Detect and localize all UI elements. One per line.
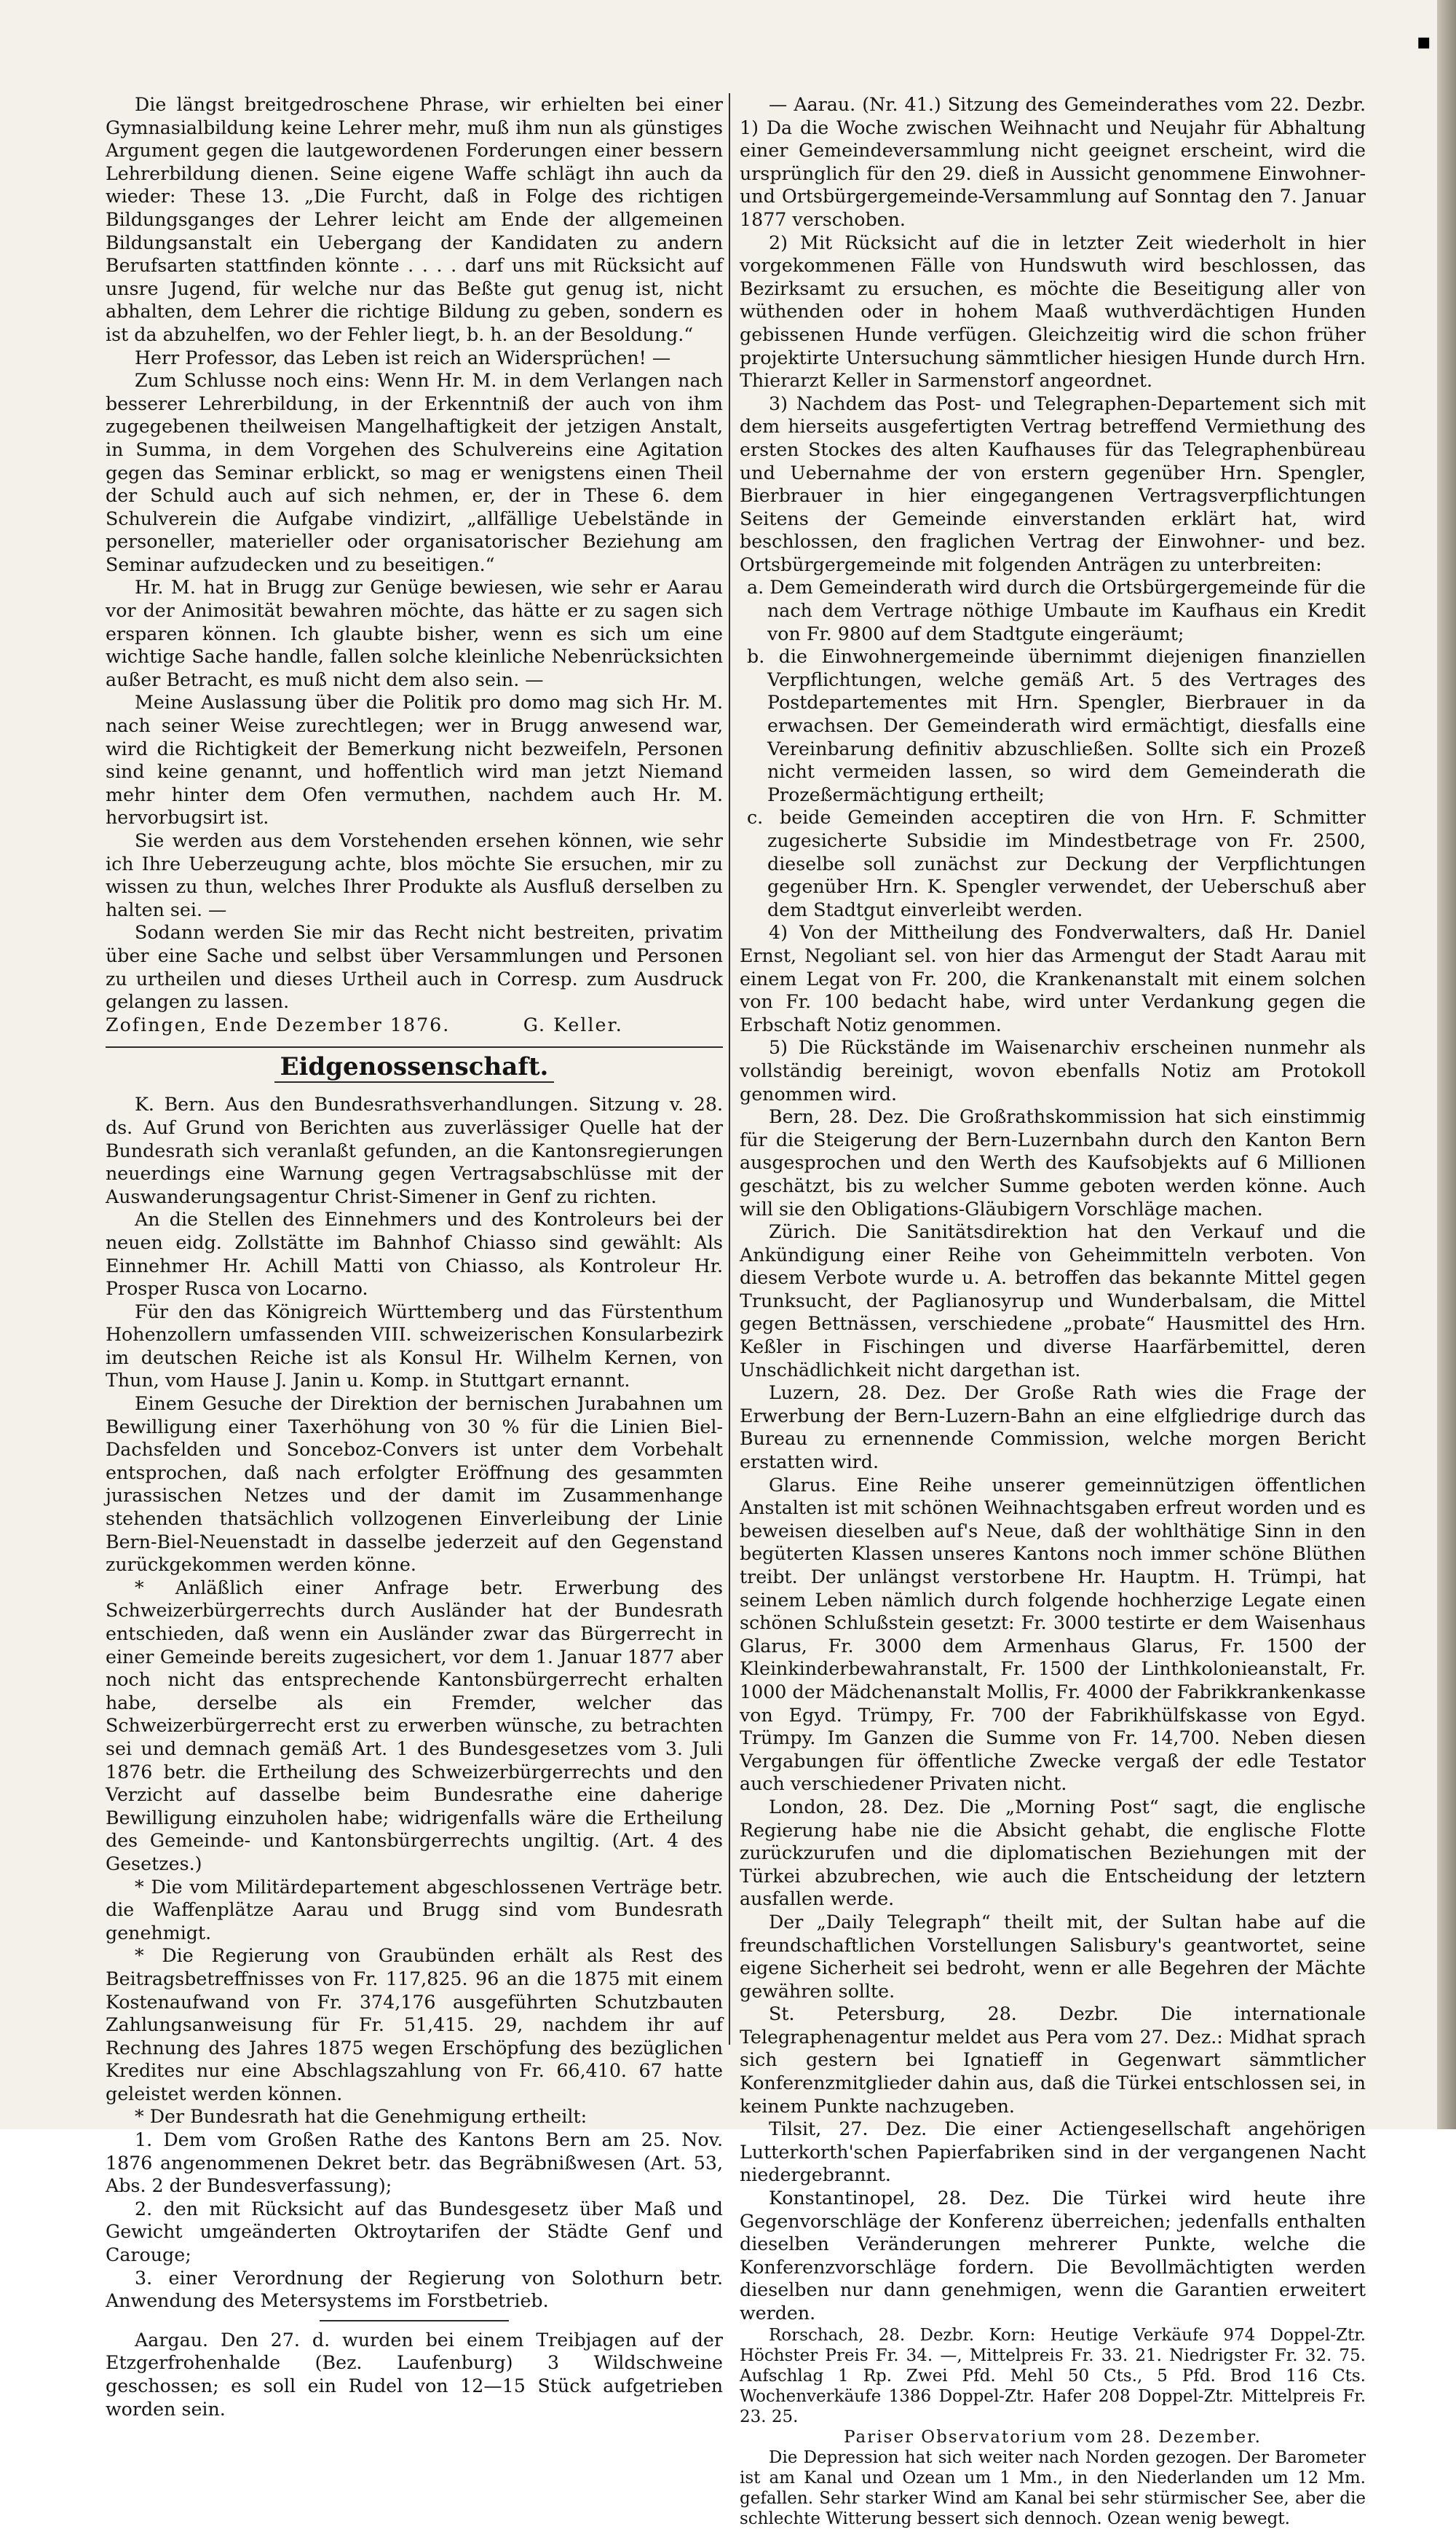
- list-item: 3. einer Verordnung der Regierung von Solothurn betr. Anwendung des Metersystems im Forstbetrieb.: [106, 2267, 723, 2312]
- left-column: [106, 93, 723, 2420]
- right-column: [740, 93, 1366, 2528]
- news-item: An die Stellen des Einnehmers und des Kontroleurs bei der neuen eidg. Zollstätte im Bahnhof Chiasso sind gewählt: Als Einnehmer Hr. Achill Matti von Chiasso, als Kontroleur Hr. Prosper Rusca von Locarno.: [106, 1209, 723, 1300]
- article-paragraph: Hr. M. hat in Brugg zur Genüge bewiesen, wie sehr er Aarau vor der Animosität bewahren möchte, das hätte er zu sagen sich ersparen können. Ich glaubte bisher, wenn es sich um eine wichtige Sache handle, fallen solche kleinliche Nebenrücksichten außer Betracht, es muß nicht dem also sein. —: [106, 577, 723, 690]
- news-item: Luzern, 28. Dez. Der Große Rath wies die Frage der Erwerbung der Bern-Luzern-Bahn an eine elfgliedrige durch das Bureau zu ernennende Commission, welche morgen Bericht erstatten wird.: [740, 1382, 1366, 1473]
- news-item: * Die vom Militärdepartement abgeschlossenen Verträge betr. die Waffenplätze Aarau und Brugg sind vom Bundesrath genehmigt.: [106, 1876, 723, 1944]
- news-item: Aargau. Den 27. d. wurden bei einem Treibjagen auf der Etzgerfrohenhalde (Bez. Laufenburg) 3 Wildschweine geschossen; es soll ein Rudel von 12—15 Stück aufgetrieben worden sein.: [106, 2329, 723, 2420]
- news-item: St. Petersburg, 28. Dezbr. Die internationale Telegraphenagentur meldet aus Pera vom 27. Dez.: Midhat sprach sich gestern bei Ignatieff in Gegenwart sämmtlicher Konferenzmitglieder dahin aus, daß die Türkei entschlossen sei, in keinem Punkte nachzugeben.: [740, 2003, 1366, 2117]
- news-item: * Die Regierung von Graubünden erhält als Rest des Beitragsbetreffnisses von Fr. 117,825. 96 an die 1875 mit einem Kostenaufwand von Fr. 374,176 ausgeführten Schutzbauten Zahlungsanweisung für Fr. 51,415. 29, nachdem ihr auf Rechnung des Jahres 1875 wegen Erschöpfung des bezüglichen Kredites nur eine Abschlagszahlung von Fr. 66,410. 67 hatte geleistet werden können.: [106, 1945, 723, 2104]
- divider: [320, 2320, 509, 2321]
- news-item: 2) Mit Rücksicht auf die in letzter Zeit wiederholt in hier vorgekommenen Fälle von Hundswuth wird beschlossen, das Bezirksamt zu ersuchen, es möchte die Beseitigung aller von wüthenden oder in hohem Maaß wuthverdächtigen Hunden gebissenen Hunde verfügen. Gleichzeitig wird die schon früher projektirte Untersuchung sämmtlicher hiesigen Hunde durch Hrn. Thierarzt Keller in Sarmenstorf angeordnet.: [740, 232, 1366, 392]
- column-divider: [729, 93, 730, 2045]
- list-item: b. die Einwohnergemeinde übernimmt diejenigen finanziellen Verpflichtungen, welche gemäß Art. 5 des Vertrages des Postdepartementes mit Hrn. Spengler, Bierbrauer in da erwachsen. Der Gemeinderath wird ermächtigt, diesfalls eine Vereinbarung definitiv abzuschließen. Sollte sich ein Prozeß nicht vermeiden lassen, so wird dem Gemeinderath die Prozeßermächtigung ertheilt;: [747, 646, 1366, 805]
- article-paragraph: Sie werden aus dem Vorstehenden ersehen können, wie sehr ich Ihre Ueberzeugung achte, blos möchte Sie ersuchen, mir zu wissen zu thun, welches Ihrer Produkte als Ausfluß derselben zu halten sei. —: [106, 830, 723, 920]
- section-heading-text: Eidgenossenschaft.: [274, 1052, 555, 1083]
- list-item: 1. Dem vom Großen Rathe des Kantons Bern am 25. Nov. 1876 angenommenen Dekret betr. das Begräbnißwesen (Art. 53, Abs. 2 der Bundesverfassung);: [106, 2129, 723, 2197]
- news-item: Tilsit, 27. Dez. Die einer Actiengesellschaft angehörigen Lutterkorth'schen Papierfabriken sind in der vergangenen Nacht niedergebrannt.: [740, 2118, 1366, 2186]
- news-item: — Aarau. (Nr. 41.) Sitzung des Gemeinderathes vom 22. Dezbr. 1) Da die Woche zwischen Weihnacht und Neujahr für Abhaltung einer Gemeindeversammlung nicht geeignet erscheint, wird die ursprünglich für den 29. dieß in Aussicht genommene Einwohner- und Ortsbürgergemeinde-Versammlung auf Sonntag den 7. Januar 1877 verschoben.: [740, 94, 1366, 230]
- news-item: Glarus. Eine Reihe unserer gemeinnützigen öffentlichen Anstalten ist mit schönen Weihnachtsgaben erfreut worden und es beweisen dieselben auf's Neue, daß der wohlthätige Sinn in den begüterten Klassen unseres Kantons noch immer schöne Blüthen treibt. Der unlängst verstorbene Hr. Hauptm. H. Trümpi, hat seinem Leben nämlich durch folgende hochherzige Legate einen schönen Schlußstein gesetzt: Fr. 3000 testirte er dem Waisenhaus Glarus, Fr. 3000 dem Armenhaus Glarus, Fr. 1500 der Kleinkinderbewahranstalt, Fr. 1500 der Linthkolonieanstalt, Fr. 1000 der Mädchenanstalt Mollis, Fr. 4000 der Fabrikkrankenkasse von Egyd. Trümpy, Fr. 700 der Fabrikhülfskasse von Egyd. Trümpy. Im Ganzen die Summe von Fr. 14,700. Neben diesen Vergabungen für öffentliche Zwecke vergaß der edle Testator auch verschiedener Privaten nicht.: [740, 1474, 1366, 1795]
- article-paragraph: Herr Professor, das Leben ist reich an Widersprüchen! —: [135, 347, 671, 368]
- article-paragraph: Die längst breitgedroschene Phrase, wir erhielten bei einer Gymnasialbildung keine Lehrer mehr, muß ihm nun als günstiges Argument gegen die lautgewordenen Forderungen einer bessern Lehrerbildung dienen. Seine eigene Waffe schlägt ihn auch da wieder: These 13. „Die Furcht, daß in Folge des richtigen Bildungsganges der Lehrer leicht am Ende der allgemeinen Bildungsanstalt ein Uebergang der Kandidaten zu andern Berufsarten stattfinden könnte . . . . darf uns mit Rücksicht auf unsre Jugend, für welche nur das Beßte gut genug ist, nicht abhalten, dem Lehrer die richtige Bildung zu geben, sondern es ist da abzuhelfen, wo der Fehler liegt, b. h. an der Besoldung.“: [106, 94, 723, 345]
- news-item: Einem Gesuche der Direktion der bernischen Jurabahnen um Bewilligung einer Taxerhöhung von 30 % für die Linien Biel-Dachsfelden und Sonceboz-Convers ist unter dem Vorbehalt entsprochen, daß nach erfolgter Eröffnung des gesammten jurassischen Netzes und der damit im Zusammenhange stehenden thatsächlich vollzogenen Einverleibung der Linie Bern-Biel-Neuenstadt in dasselbe jederzeit auf den Gegenstand zurückgekommen werden könne.: [106, 1393, 723, 1576]
- article-paragraph: Zum Schlusse noch eins: Wenn Hr. M. in dem Verlangen nach besserer Lehrerbildung, in der Erkenntniß der auch von ihm zugegebenen theilweisen Mangelhaftigkeit der jetzigen Anstalt, in Summa, in dem Vorgehen des Schulvereins eine Agitation gegen das Seminar erblickt, so mag er wenigstens einen Theil der Schuld auch auf sich nehmen, er, der in These 6. dem Schulverein die Aufgabe vindizirt, „allfällige Uebelstände in personeller, materieller oder organisatorischer Beziehung am Seminar aufzudecken und zu beseitigen.“: [106, 370, 723, 575]
- news-item: Zürich. Die Sanitätsdirektion hat den Verkauf und die Ankündigung einer Reihe von Geheimmitteln verboten. Von diesem Verbote wurde u. A. betroffen das bekannte Mittel gegen Trunksucht, der Paglianosyrup und Wunderbalsam, die Mittel gegen Bettnässen, verschiedene „probate“ Hausmittel des Hrn. Keßler in Fischingen und diverse Haarfärbemittel, deren Unschädlichkeit nicht dargethan ist.: [740, 1221, 1366, 1381]
- news-item: London, 28. Dez. Die „Morning Post“ sagt, die englische Regierung habe nie die Absicht gehabt, die englische Flotte zurückzurufen und die diplomatischen Beziehungen mit der Türkei abzubrechen, wie auch die Entscheidung der letztern ausfallen werde.: [740, 1796, 1366, 1910]
- list-item: 2. den mit Rücksicht auf das Bundesgesetz über Maß und Gewicht umgeänderten Oktroytarifen der Städte Genf und Carouge;: [106, 2198, 723, 2266]
- news-item: 4) Von der Mittheilung des Fondverwalters, daß Hr. Daniel Ernst, Negoliant sel. von hier das Armengut der Stadt Aarau mit einem Legat von Fr. 200, die Krankenanstalt mit einem solchen von Fr. 100 bedacht habe, wird unter Verdankung gegen die Erbschaft Notiz genommen.: [740, 922, 1366, 1035]
- weather-report: Die Depression hat sich weiter nach Norden gezogen. Der Barometer ist am Kanal und Ozean um 1 Mm., in den Niederlanden um 12 Mm. gefallen. Sehr starker Wind am Kanal bei sehr stürmischer See, aber die schlechte Witterung bessert sich dennoch. Ozean wenig bewegt.: [740, 2447, 1366, 2528]
- news-item: * Der Bundesrath hat die Genehmigung ertheilt:: [135, 2106, 587, 2128]
- news-item: * Anläßlich einer Anfrage betr. Erwerbung des Schweizerbürgerrechts durch Ausländer hat der Bundesrath entschieden, daß wenn ein Ausländer zwar das Bürgerrecht in einer Gemeinde bereits zugesichert, vor dem 1. Januar 1877 aber noch nicht das entsprechende Kantonsbürgerrecht erhalten habe, derselbe als ein Fremder, welcher das Schweizerbürgerrecht erst zu erwerben wünsche, zu betrachten sei und demnach gemäß Art. 1 des Bundesgesetzes vom 3. Juli 1876 betr. die Ertheilung des Schweizerbürgerrechts und den Verzicht auf dasselbe beim Bundesrathe eine daherige Bewilligung einzuholen habe; widrigenfalls wäre die Ertheilung des Gemeinde- und Kantonsbürgerrechts ungiltig. (Art. 4 des Gesetzes.): [106, 1577, 723, 1874]
- news-item: K. Bern. Aus den Bundesrathsverhandlungen. Sitzung v. 28. ds. Auf Grund von Berichten aus zuverlässiger Quelle hat der Bundesrath sich veranlaßt gefunden, an die Kantonsregierungen neuerdings eine Warnung gegen Vertragsabschlüsse mit der Auswanderungsagentur Christ-Simener in Genf zu richten.: [106, 1094, 723, 1207]
- news-item: Konstantinopel, 28. Dez. Die Türkei wird heute ihre Gegenvorschläge der Konferenz überreichen; jedenfalls enthalten dieselben Veränderungen mehrerer Punkte, welche die Konferenzvorschläge fordern. Die Bevollmächtigten werden dieselben nur dann genehmigen, wenn die Garantien erweitert werden.: [740, 2187, 1366, 2324]
- signature-line: Zofingen, Ende Dezember 1876. G. Keller.: [106, 1014, 623, 1035]
- list-item: a. Dem Gemeinderath wird durch die Ortsbürgergemeinde für die nach dem Vertrage nöthige Umbaute im Kaufhaus ein Kredit von Fr. 9800 auf dem Stadtgute eingeräumt;: [747, 577, 1366, 644]
- news-item: Der „Daily Telegraph“ theilt mit, der Sultan habe auf die freundschaftlichen Vorstellungen Salisbury's geantwortet, seine eigene Sicherheit sei bedroht, wenn er alle Begehren der Mächte gewähren sollte.: [740, 1911, 1366, 2002]
- article-paragraph: Sodann werden Sie mir das Recht nicht bestreiten, privatim über eine Sache und selbst über Versammlungen und Personen zu urtheilen und dieses Urtheil auch in Corresp. zum Ausdruck gelangen zu lassen.: [106, 922, 723, 1013]
- news-item: Für den das Königreich Württemberg und das Fürstenthum Hohenzollern umfassenden VIII. schweizerischen Konsularbezirk im deutschen Reiche ist als Konsul Hr. Wilhelm Kernen, von Thun, vom Hause J. Janin u. Komp. in Stuttgart ernannt.: [106, 1301, 723, 1392]
- news-item: 3) Nachdem das Post- und Telegraphen-Departement sich mit dem hierseits ausgefertigten Vertrag betreffend Vermiethung des ersten Stockes des alten Kaufhauses für das Telegraphenbüreau und Uebernahme der von erstern gegenüber Hrn. Spengler, Bierbrauer in hier eingegangenen Vertragsverpflichtungen Seitens der Gemeinde einverstanden erklärt hat, wird beschlossen, den fraglichen Vertrag der Einwohner- und bez. Ortsbürgergemeinde mit folgenden Anträgen zu unterbreiten:: [740, 392, 1366, 575]
- market-report: Rorschach, 28. Dezbr. Korn: Heutige Verkäufe 974 Doppel-Ztr. Höchster Preis Fr. 34. —, Mittelpreis Fr. 33. 21. Niedrigster Fr. 32. 75. Aufschlag 1 Rp. Zwei Pfd. Mehl 50 Cts., 5 Pfd. Brod 116 Cts. Wochenverkäufe 1386 Doppel-Ztr. Hafer 208 Doppel-Ztr. Mittelpreis Fr. 23. 25.: [740, 2325, 1366, 2426]
- section-heading: [106, 1046, 723, 1087]
- corner-dot: ▪: [1416, 29, 1431, 55]
- list-item: c. beide Gemeinden acceptiren die von Hrn. F. Schmitter zugesicherte Subsidie im Mindestbetrage von Fr. 2500, dieselbe soll zunächst zur Deckung der Verpflichtungen gegenüber Hrn. K. Spengler verwendet, der Ueberschuß aber dem Stadtgut einverleibt werden.: [747, 807, 1366, 920]
- news-item: 5) Die Rückstände im Waisenarchiv erscheinen nunmehr als vollständig bereinigt, wovon ebenfalls Notiz am Protokoll genommen wird.: [740, 1037, 1366, 1105]
- article-paragraph: Meine Auslassung über die Politik pro domo mag sich Hr. M. nach seiner Weise zurechtlegen; wer in Brugg anwesend war, wird die Richtigkeit der Bemerkung nicht bezweifeln, Personen sind keine genannt, und hoffentlich wird man jetzt Niemand mehr hinter dem Ofen vermuthen, nachdem auch Hr. M. hervorbugsirt ist.: [106, 692, 723, 829]
- page-edge-shadow: [1437, 0, 1456, 2129]
- news-item: Bern, 28. Dez. Die Großrathskommission hat sich einstimmig für die Steigerung der Bern-Luzernbahn durch den Kanton Bern ausgesprochen und den Werth des Kaufsobjekts auf 6 Millionen geschätzt, bis zu welcher Summe geboten werden könne. Auch will sie den Obligations-Gläubigern Vorschläge machen.: [740, 1106, 1366, 1220]
- weather-heading: Pariser Observatorium vom 28. Dezember.: [844, 2427, 1262, 2447]
